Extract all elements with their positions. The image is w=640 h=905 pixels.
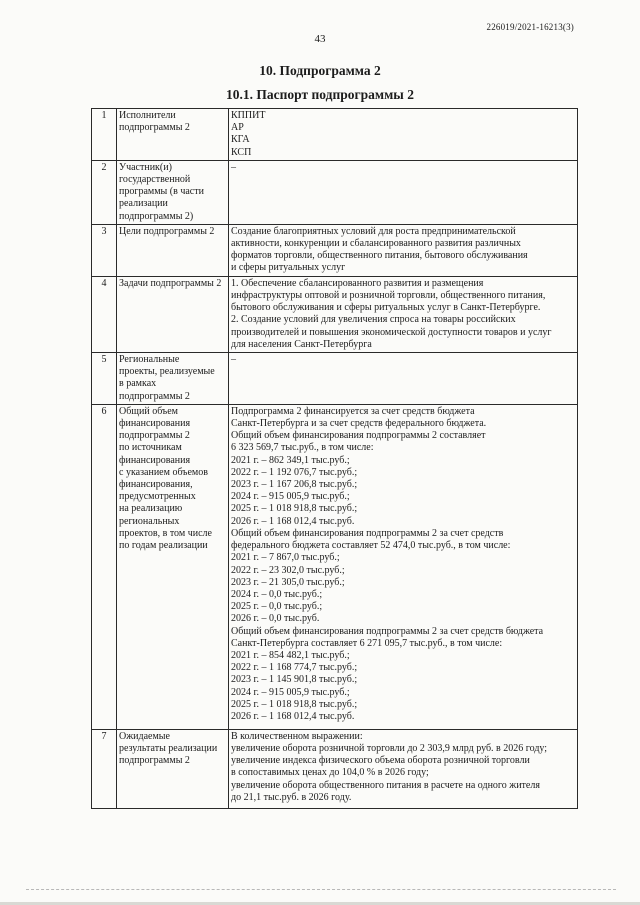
row-number: 7 <box>92 729 117 808</box>
row-label-line: проектов, в том числе <box>119 527 212 539</box>
row-label-line: подпрограммы 2 <box>119 390 190 402</box>
row-label-cell <box>117 160 229 224</box>
row-label-line: Исполнители <box>119 110 176 121</box>
row-label-line: подпрограммы 2 <box>119 755 190 767</box>
row-content-cell <box>229 276 578 352</box>
row-content-line: для населения Санкт-Петербурга <box>231 338 372 350</box>
row-label-line: финансирования <box>119 418 191 430</box>
row-content-line: 2022 г. – 1 192 076,7 тыс.руб.; <box>231 466 358 478</box>
table-row <box>92 404 578 729</box>
row-label-line: Участник(и) <box>119 161 172 173</box>
row-number: 4 <box>92 276 117 352</box>
row-content-line: 2021 г. – 862 349,1 тыс.руб.; <box>231 454 350 466</box>
row-label-line: Задачи подпрограммы 2 <box>119 277 222 289</box>
passport-table-body <box>92 109 578 809</box>
row-content-line: 2025 г. – 0,0 тыс.руб.; <box>231 601 323 613</box>
row-content-line: инфраструктуры оптовой и розничной торговли, общественного питания, <box>231 290 546 302</box>
row-content-line: бытового обслуживания и сферы ритуальных услуг в Санкт-Петербурге. <box>231 302 541 314</box>
row-content-cell <box>229 224 578 276</box>
row-content-line: 2023 г. – 21 305,0 тыс.руб.; <box>231 576 345 588</box>
row-number: 3 <box>92 224 117 276</box>
row-number: 2 <box>92 160 117 224</box>
row-content-line: АР <box>231 122 244 134</box>
row-content-line: увеличение индекса физического объема оборота розничной торговли <box>231 755 530 767</box>
row-content-line: 2. Создание условий для увеличения спроса на товары российских <box>231 314 516 326</box>
table-row <box>92 276 578 352</box>
document-registration-number: 226019/2021-16213(3) <box>486 22 574 32</box>
row-content-line: 2025 г. – 1 018 918,8 тыс.руб.; <box>231 503 358 515</box>
row-label-line: Ожидаемые <box>119 730 170 742</box>
row-label-line: подпрограммы 2 <box>119 122 190 134</box>
row-content-line: федерального бюджета составляет 52 474,0 тыс.руб., в том числе: <box>231 540 511 552</box>
row-content-line: 2022 г. – 23 302,0 тыс.руб.; <box>231 564 345 576</box>
row-label-line: подпрограммы 2) <box>119 210 194 222</box>
row-content-line: 2021 г. – 7 867,0 тыс.руб.; <box>231 552 340 564</box>
row-content-line: Общий объем финансирования подпрограммы 2 за счет средств бюджета <box>231 625 544 637</box>
row-content-line: 1. Обеспечение сбалансированного развития и размещения <box>231 277 484 289</box>
row-content-cell <box>229 109 578 161</box>
row-content-line: КСП <box>231 146 252 158</box>
row-label-line: финансирования <box>119 454 191 466</box>
row-label-cell <box>117 109 229 161</box>
row-label-line: результаты реализации <box>119 743 218 755</box>
row-label-line: на реализацию <box>119 503 183 515</box>
row-content-line: 2025 г. – 1 018 918,8 тыс.руб.; <box>231 698 358 710</box>
row-content-line: – <box>231 161 236 173</box>
row-content-line: 2024 г. – 915 005,9 тыс.руб.; <box>231 491 350 503</box>
section-title: 10. Подпрограмма 2 <box>259 63 381 78</box>
row-label-line: финансирования, <box>119 479 193 491</box>
row-content-line: увеличение оборота розничной торговли до 2 303,9 млрд руб. в 2026 году; <box>231 743 548 755</box>
table-row <box>92 160 578 224</box>
row-label-cell <box>117 353 229 405</box>
row-content-line: Санкт-Петербурга и за счет средств федерального бюджета. <box>231 418 487 430</box>
subprogram-passport-table <box>91 108 578 809</box>
row-number: 1 <box>92 109 117 161</box>
row-label-cell <box>117 224 229 276</box>
row-content-line: 2021 г. – 854 482,1 тыс.руб.; <box>231 649 350 661</box>
subsection-title: 10.1. Паспорт подпрограммы 2 <box>226 87 414 102</box>
row-content-line: – <box>231 354 236 366</box>
table-row <box>92 353 578 405</box>
row-content-line: 2024 г. – 0,0 тыс.руб.; <box>231 588 323 600</box>
row-content-cell <box>229 160 578 224</box>
table-row <box>92 729 578 808</box>
row-label-line: Цели подпрограммы 2 <box>119 225 215 237</box>
row-content-line: Санкт-Петербурга составляет 6 271 095,7 тыс.руб., в том числе: <box>231 637 503 649</box>
row-content-line: КГА <box>231 134 250 146</box>
row-content-line: 2026 г. – 1 168 012,4 тыс.руб. <box>231 515 355 527</box>
row-label-line: подпрограммы 2 <box>119 430 190 442</box>
row-content-line: в сопоставимых ценах до 104,0 % в 2026 году; <box>231 767 429 779</box>
row-label-cell <box>117 404 229 729</box>
page-bottom-divider <box>26 889 616 890</box>
row-label-line: по источникам <box>119 442 182 454</box>
row-label-line: Общий объем <box>119 405 178 417</box>
row-content-line: КППИТ <box>231 110 266 121</box>
row-content-line: Подпрограмма 2 финансируется за счет средств бюджета <box>231 405 475 417</box>
row-content-line: увеличение оборота общественного питания в расчете на одного жителя <box>231 779 540 791</box>
row-content-line: Общий объем финансирования подпрограммы 2 составляет <box>231 430 486 442</box>
page-number: 43 <box>314 33 326 45</box>
row-label-line: предусмотренных <box>119 491 196 503</box>
row-content-line: и сферы ритуальных услуг <box>231 262 346 274</box>
row-content-line: 2026 г. – 0,0 тыс.руб. <box>231 613 320 625</box>
row-content-line: производителей и повышения экономической доступности товаров и услуг <box>231 326 552 338</box>
row-label-line: государственной <box>119 174 191 186</box>
table-row <box>92 109 578 161</box>
row-content-line: 2023 г. – 1 167 206,8 тыс.руб.; <box>231 479 358 491</box>
row-content-line: 2026 г. – 1 168 012,4 тыс.руб. <box>231 710 355 722</box>
row-content-line: Общий объем финансирования подпрограммы 2 за счет средств <box>231 527 504 539</box>
row-label-cell <box>117 729 229 808</box>
row-label-line: с указанием объемов <box>119 466 208 478</box>
row-content-line: Создание благоприятных условий для роста предпринимательской <box>231 225 516 237</box>
row-content-line: активности, конкуренции и сбалансированного развития различных <box>231 238 521 250</box>
row-content-line: 2022 г. – 1 168 774,7 тыс.руб.; <box>231 662 358 674</box>
row-label-line: по годам реализации <box>119 540 208 552</box>
row-label-cell <box>117 276 229 352</box>
table-row <box>92 224 578 276</box>
row-content-line: форматов торговли, общественного питания, бытового обслуживания <box>231 250 528 262</box>
row-content-line: до 21,1 тыс.руб. в 2026 году. <box>231 791 352 803</box>
row-content-line: 2024 г. – 915 005,9 тыс.руб.; <box>231 686 350 698</box>
row-label-line: Региональные <box>119 354 180 366</box>
row-content-line: 6 323 569,7 тыс.руб., в том числе: <box>231 442 374 454</box>
row-number: 6 <box>92 404 117 729</box>
row-number: 5 <box>92 353 117 405</box>
row-label-line: реализации <box>119 198 168 210</box>
row-content-line: 2023 г. – 1 145 901,8 тыс.руб.; <box>231 674 358 686</box>
row-label-line: программы (в части <box>119 186 204 198</box>
row-content-cell <box>229 353 578 405</box>
row-content-cell <box>229 404 578 729</box>
row-label-line: в рамках <box>119 378 157 390</box>
row-content-line: В количественном выражении: <box>231 730 363 742</box>
row-content-cell <box>229 729 578 808</box>
row-label-line: проекты, реализуемые <box>119 366 215 378</box>
row-label-line: региональных <box>119 515 180 527</box>
